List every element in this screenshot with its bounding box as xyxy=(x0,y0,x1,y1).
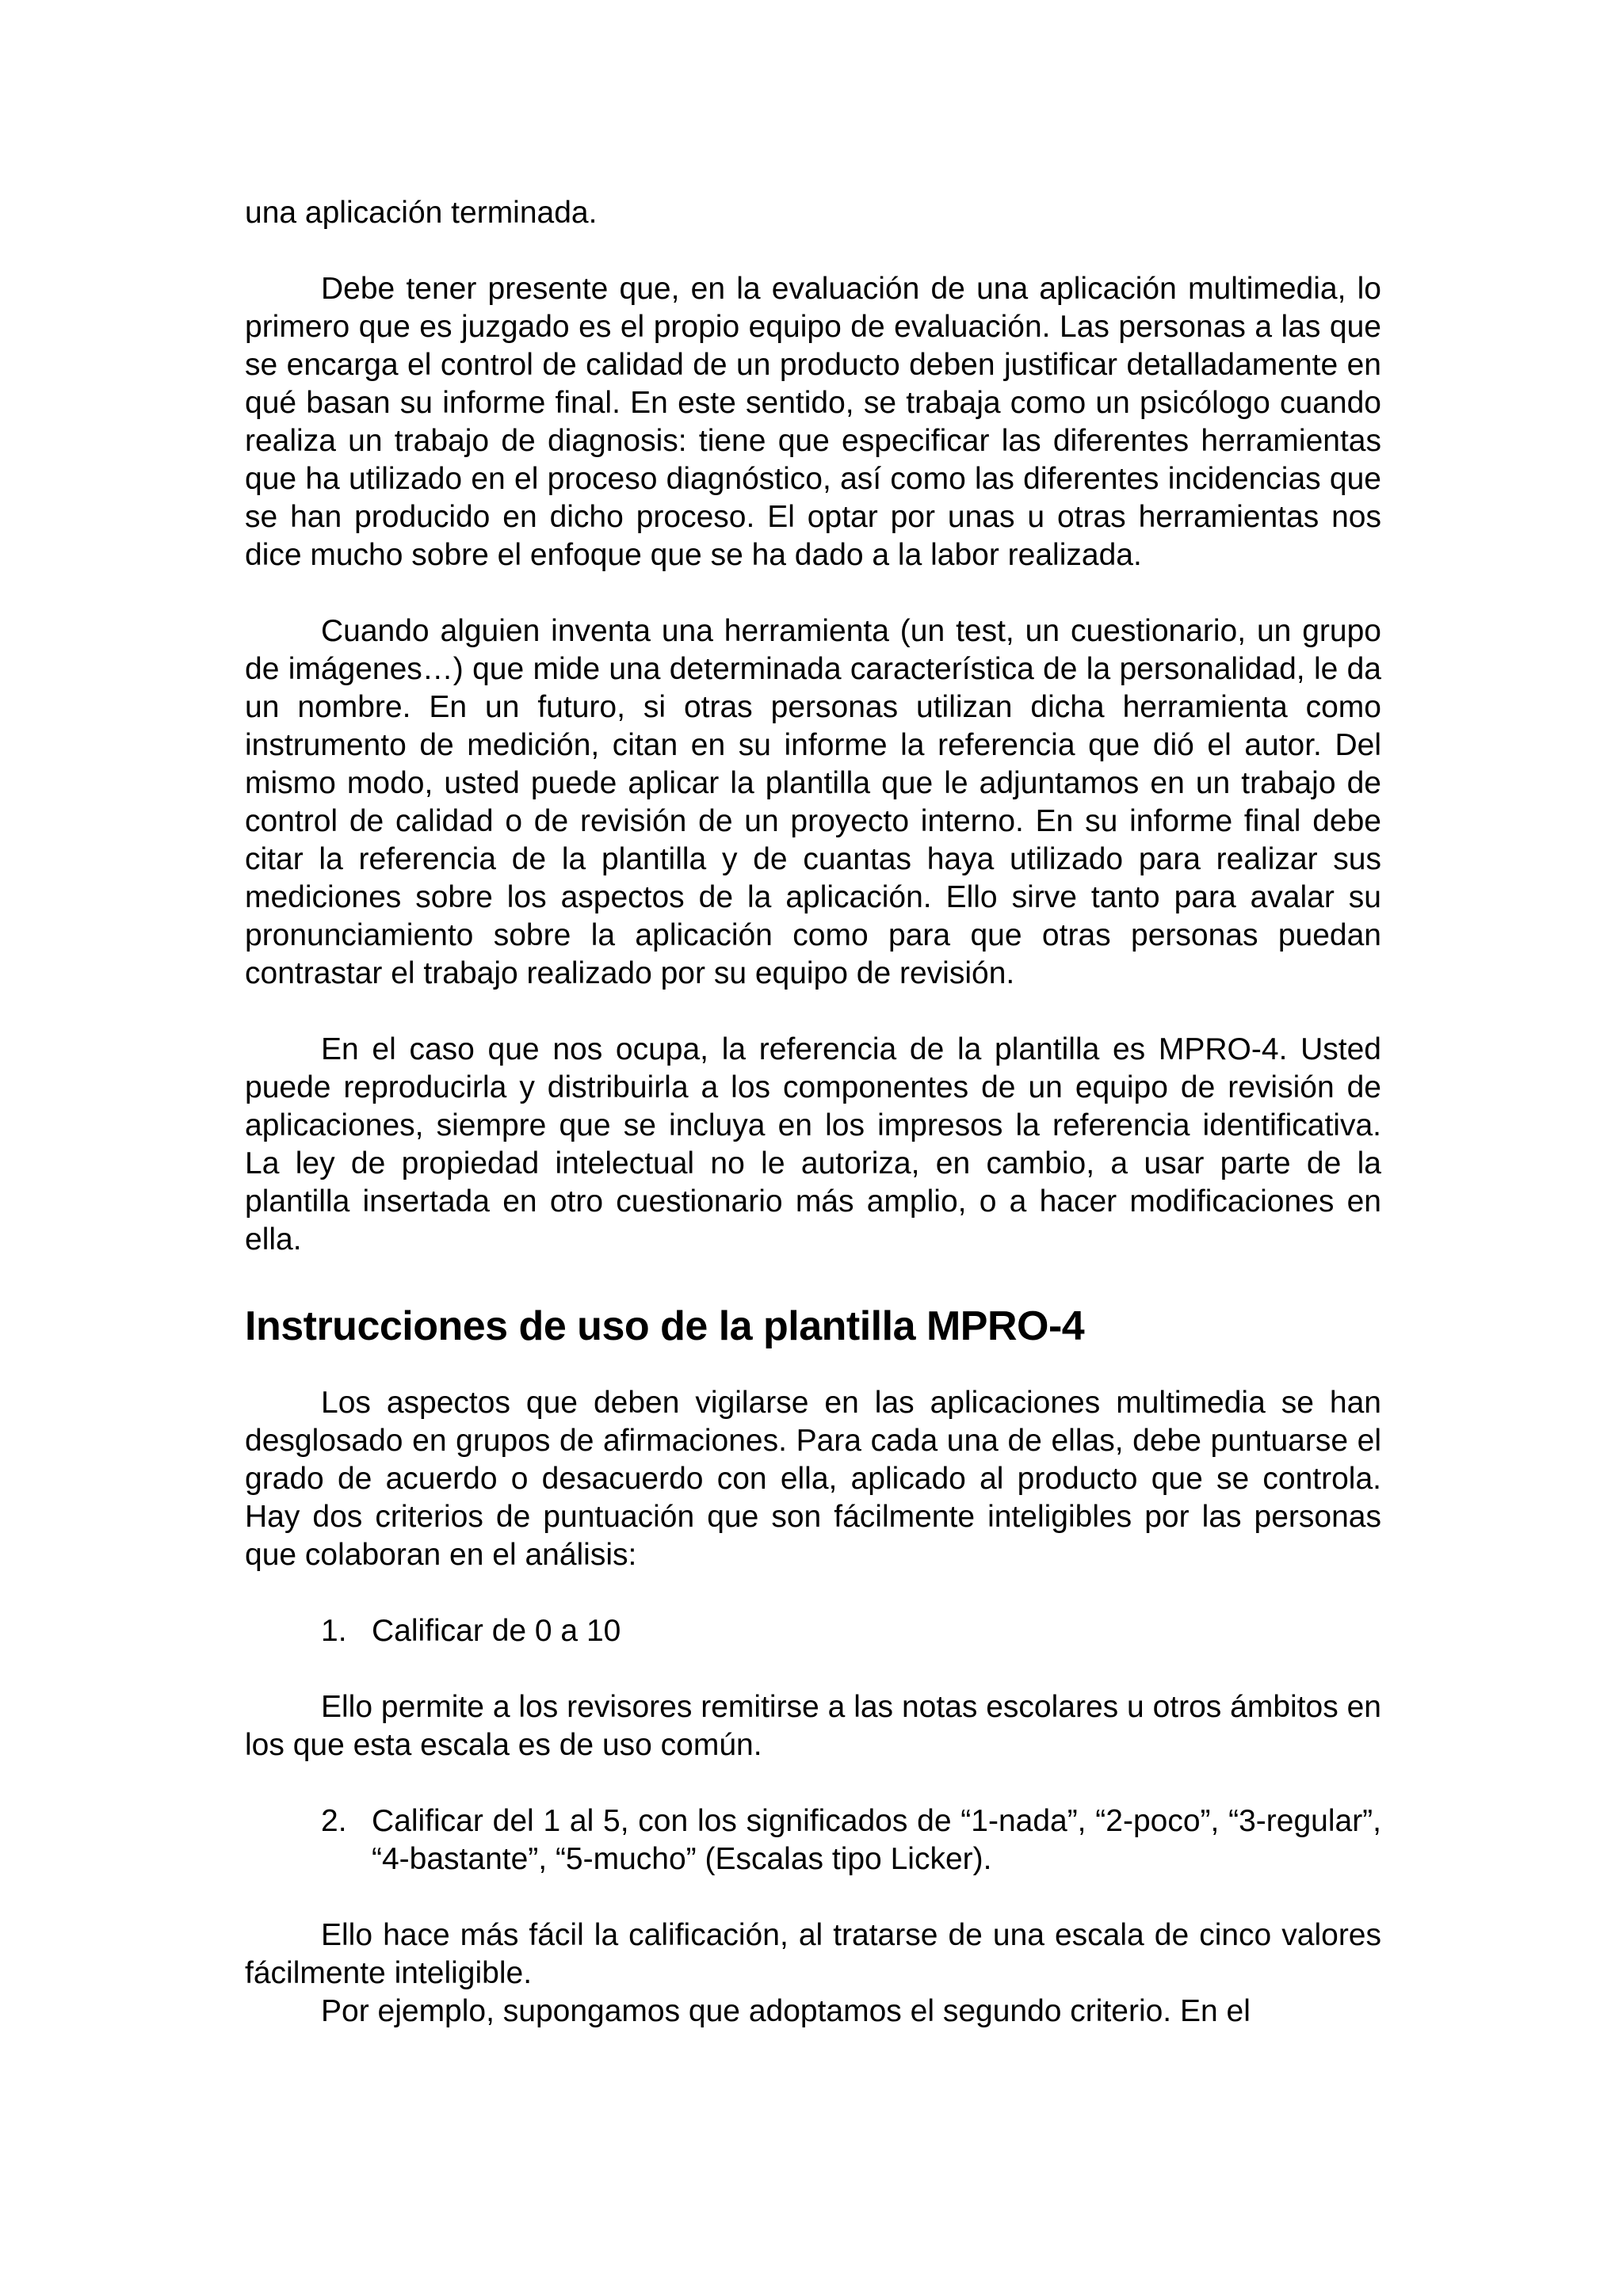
list-number: 2. xyxy=(321,1804,347,1838)
paragraph-tool-reference: Cuando alguien inventa una herramienta (un test, un cuestionario, un grupo de imágenes…) que mide una determinada característica de la personalidad, le da un nombre. En un futuro, si otras personas utilizan dicha herramienta como instrumento de medición, citan en su informe la referencia que dió el autor. Del mismo modo, usted puede aplicar la plantilla que le adjuntamos en un trabajo de control de calidad o de revisión de un proyecto interno. En su informe final debe citar la referencia de la plantilla y de cuantas haya utilizado para realizar sus mediciones sobre los aspectos de la aplicación. Ello sirve tanto para avalar su pronunciamiento sobre la aplicación como para que otras personas puedan contrastar el trabajo realizado por su equipo de revisión. xyxy=(245,614,1381,990)
document-body xyxy=(245,194,1381,2031)
example-paragraph: Por ejemplo, supongamos que adoptamos el segundo criterio. En el xyxy=(321,1994,1251,2028)
criterion-2-note: Ello hace más fácil la calificación, al tratarse de una escala de cinco valores fácilmente inteligible. xyxy=(245,1918,1381,1990)
paragraph-mpro-reference: En el caso que nos ocupa, la referencia de la plantilla es MPRO-4. Usted puede reproducirla y distribuirla a los componentes de un equipo de revisión de aplicaciones, siempre que se incluya en los impresos la referencia identificativa. La ley de propiedad intelectual no le autoriza, en cambio, a usar parte de la plantilla insertada en otro cuestionario más amplio, o a hacer modificaciones en ella. xyxy=(245,1032,1381,1257)
list-item-criterion-2 xyxy=(245,1802,1381,1878)
continuation-paragraph: una aplicación terminada. xyxy=(245,196,598,230)
list-item-criterion-1 xyxy=(245,1612,1381,1650)
paragraph-usage-instructions: Los aspectos que deben vigilarse en las aplicaciones multimedia se han desglosado en grupos de afirmaciones. Para cada una de ellas, debe puntuarse el grado de acuerdo o desacuerdo con ella, aplicado al producto que se controla. Hay dos criterios de puntuación que son fácilmente inteligibles por las personas que colaboran en el análisis: xyxy=(245,1386,1381,1572)
list-number: 1. xyxy=(321,1614,347,1648)
section-heading: Instrucciones de uso de la plantilla MPRO-4 xyxy=(245,1303,1085,1349)
criterion-1-note: Ello permite a los revisores remitirse a las notas escolares u otros ámbitos en los que esta escala es de uso común. xyxy=(245,1690,1381,1762)
list-item-text: Calificar de 0 a 10 xyxy=(372,1614,621,1648)
list-item-text: Calificar del 1 al 5, con los significados de “1-nada”, “2-poco”, “3-regular”, “4-bastante”, “5-mucho” (Escalas tipo Licker). xyxy=(372,1804,1381,1876)
paragraph-evaluation-team: Debe tener presente que, en la evaluación de una aplicación multimedia, lo primero que es juzgado es el propio equipo de evaluación. Las personas a las que se encarga el control de calidad de un producto deben justificar detalladamente en qué basan su informe final. En este sentido, se trabaja como un psicólogo cuando realiza un trabajo de diagnosis: tiene que especificar las diferentes herramientas que ha utilizado en el proceso diagnóstico, así como las diferentes incidencias que se han producido en dicho proceso. El optar por unas u otras herramientas nos dice mucho sobre el enfoque que se ha dado a la labor realizada. xyxy=(245,272,1381,572)
